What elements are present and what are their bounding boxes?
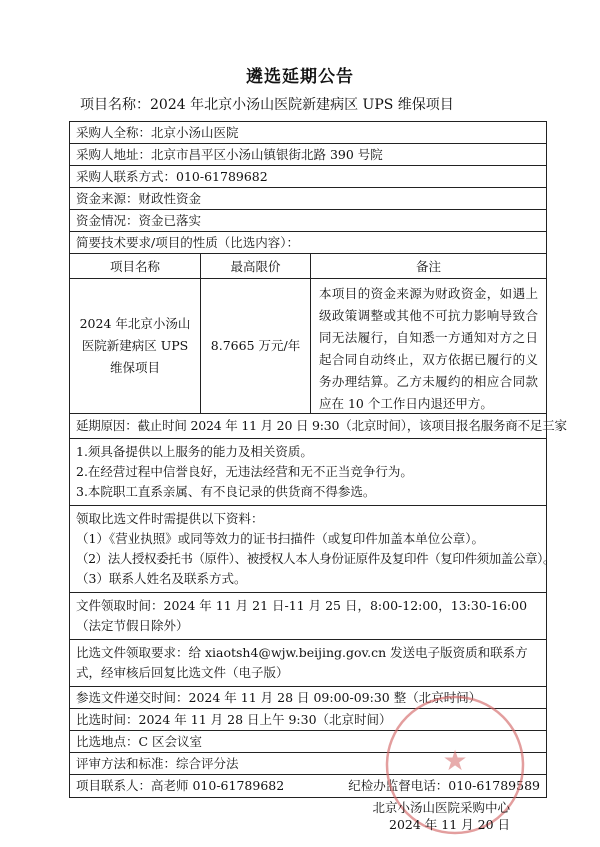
- header-max-price: 最高限价: [201, 254, 311, 278]
- project-contact: 项目联系人：高老师 010-61789682: [76, 778, 285, 793]
- document-item: （2）法人授权委托书（原件）、被授权人本人身份证原件及复印件（复印件须加盖公章）。: [76, 551, 556, 566]
- supervision-phone: 纪检办监督电话：010-61789589: [348, 778, 540, 793]
- footer: [0, 799, 600, 833]
- cell-project-name: 2024 年北京小汤山医院新建病区 UPS 维保项目: [70, 279, 201, 413]
- header-remark: 备注: [415, 259, 441, 274]
- project-name: 项目名称：2024 年北京小汤山医院新建病区 UPS 维保项目: [80, 97, 454, 113]
- requirement-item: 2.在经营过程中信誉良好，无违法经营和无不正当竞争行为。: [76, 464, 413, 479]
- footer-org: 北京小汤山医院采购中心: [372, 800, 510, 815]
- purchaser-address-row: 采购人地址：北京市昌平区小汤山镇银街北路 390 号院: [70, 144, 546, 166]
- doc-collection-requirement-row: 比选文件领取要求：给 xiaotsh4@wjw.beijing.gov.cn 发送电子版资质和联系方式，经审核后回复比选文件（电子版）: [70, 640, 546, 687]
- tech-requirement-row: 简要技术要求/项目的性质（比选内容）：: [70, 232, 546, 254]
- notice-table: [69, 121, 567, 798]
- cell-remark: 本项目的资金来源为财政资金，如遇上级政策调整或其他不可抗力影响导致合同无法履行，自知悉一方通知对方之日起合同自动终止，双方依据已履行的义务办理结算。乙方未履约的相应合同款应在 10 个工作日内退还甲方。: [319, 286, 538, 411]
- requirements-section: [70, 439, 546, 506]
- doc-collection-time-row: 文件领取时间：2024 年 11 月 21 日-11 月 25 日，8:00-12:00，13:30-16:00（法定节假日除外）: [70, 593, 546, 640]
- delay-reason-row: 延期原因：截止时间 2024 年 11 月 20 日 9:30（北京时间），该项目报名服务商不足三家: [70, 414, 546, 439]
- selection-location-row: 比选地点：C 区会议室: [70, 731, 546, 753]
- price-table-header: [70, 254, 546, 279]
- cell-max-price: 8.7665 万元/年: [201, 279, 311, 413]
- purchaser-contact-row: 采购人联系方式：010-61789682: [70, 166, 546, 188]
- documents-section: [70, 506, 556, 593]
- documents-heading: 领取比选文件时需提供以下资料：: [76, 511, 264, 526]
- svg-text:★: ★: [442, 744, 468, 777]
- evaluation-method-row: 评审方法和标准：综合评分法: [70, 753, 546, 775]
- document-item: （3）联系人姓名及联系方式。: [76, 571, 247, 586]
- fund-source-row: 资金来源：财政性资金: [70, 188, 546, 210]
- fund-status-row: 资金情况：资金已落实: [70, 210, 546, 232]
- requirement-item: 3.本院职工直系亲属、有不良记录的供货商不得参选。: [76, 484, 376, 499]
- contact-row: [70, 775, 546, 797]
- selection-time-row: 比选时间：2024 年 11 月 28 日上午 9:30（北京时间）: [70, 709, 546, 731]
- header-project-name: 项目名称: [70, 254, 201, 278]
- price-table-row: [70, 279, 546, 414]
- document-item: （1）《营业执照》或同等效力的证书扫描件（或复印件加盖本单位公章）。: [76, 531, 484, 546]
- page-title: 遴选延期公告: [246, 67, 354, 87]
- requirement-item: 1.须具备提供以上服务的能力及相关资质。: [76, 444, 313, 459]
- footer-date: 2024 年 11 月 20 日: [389, 817, 510, 832]
- submission-time-row: 参选文件递交时间：2024 年 11 月 28 日 09:00-09:30 整（北京时间）: [70, 687, 546, 709]
- purchaser-name-row: 采购人全称：北京小汤山医院: [70, 122, 546, 144]
